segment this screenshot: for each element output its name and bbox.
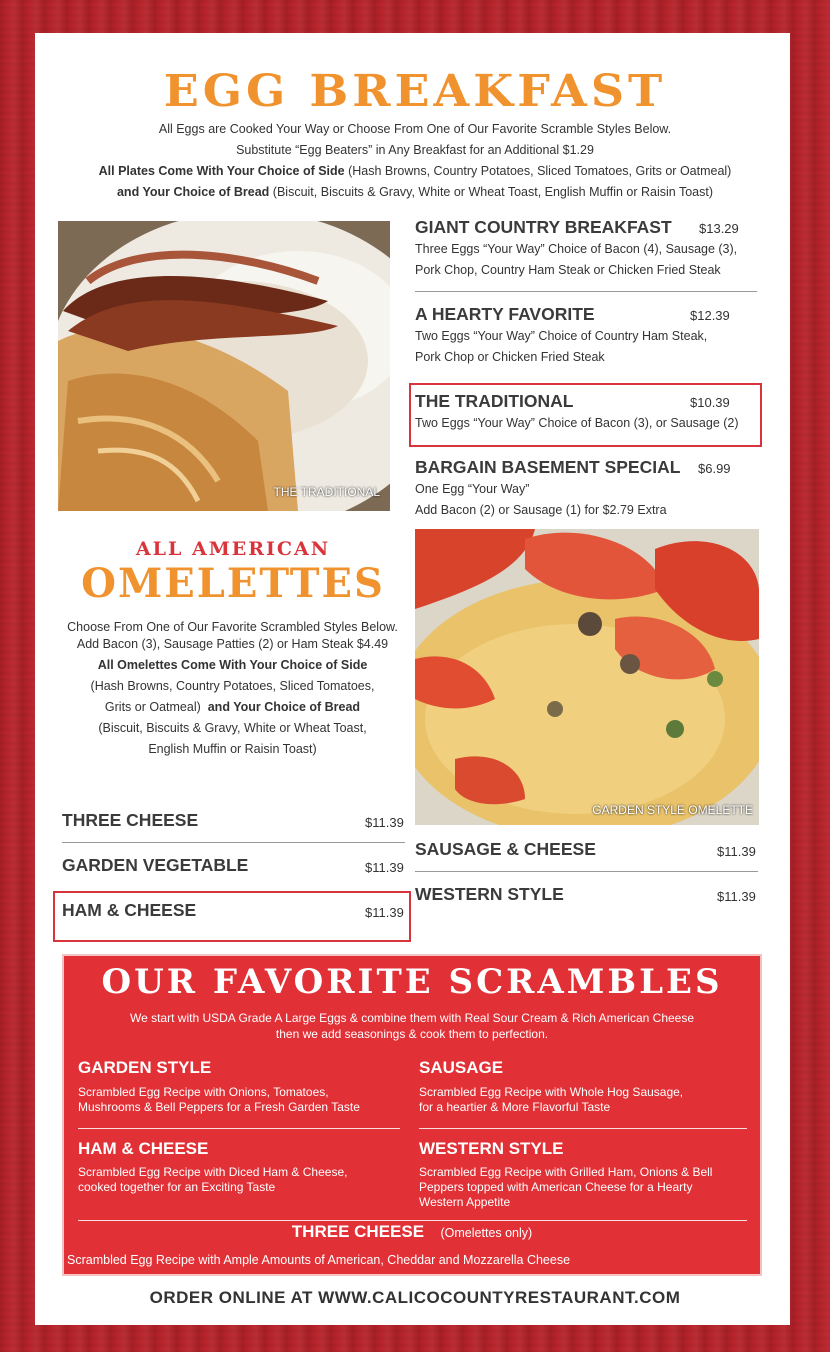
breakfast-item-name: GIANT COUNTRY BREAKFAST [415,217,672,237]
omelettes-line-3: All Omelettes Come With Your Choice of Side [97,658,368,672]
scramble-desc [78,1085,360,1115]
omelettes-line-1: Choose From One of Our Favorite Scrambled Styles Below. [67,620,398,634]
divider [419,1128,747,1129]
omelettes-subtitle: ALL AMERICAN [135,538,331,560]
omelette-item-name: HAM & CHEESE [62,900,197,920]
breakfast-item-price: $6.99 [698,461,731,476]
scramble-desc [419,1085,683,1115]
scramble-name: WESTERN STYLE [419,1139,564,1158]
order-online-link[interactable]: ORDER ONLINE AT WWW.CALICOCOUNTYRESTAURANT.COM [149,1288,681,1307]
traditional-photo [58,221,390,511]
scramble-desc-line: for a heartier & More Flavorful Taste [419,1100,611,1114]
three-cheese-note: (Omelettes only) [440,1226,533,1240]
omelettes-line-2: Add Bacon (3), Sausage Patties (2) or Ham Steak $4.49 [76,637,389,651]
scramble-desc [78,1165,347,1195]
scramble-desc-line: Scrambled Egg Recipe with Whole Hog Sausage, [419,1085,684,1099]
breakfast-item-desc: Three Eggs “Your Way” Choice of Bacon (4), Sausage (3), [415,242,738,256]
divider [78,1128,400,1129]
divider [415,291,757,292]
intro-side-rest: (Hash Browns, Country Potatoes, Sliced Tomatoes, Grits or Oatmeal) [344,164,732,178]
omelette-photo-image [415,529,759,825]
scramble-desc-line: Scrambled Egg Recipe with Onions, Tomatoes, [78,1085,329,1099]
scramble-desc [419,1165,712,1210]
scrambles-intro [64,1010,760,1042]
omelette-item-name: SAUSAGE & CHEESE [415,839,596,859]
breakfast-item-desc: One Egg “Your Way” [415,482,530,496]
omelette-item-price: $11.39 [365,815,404,830]
breakfast-item-name: BARGAIN BASEMENT SPECIAL [415,457,681,477]
breakfast-item-price: $12.39 [690,308,730,323]
intro-line-1: All Eggs are Cooked Your Way or Choose From One of Our Favorite Scramble Styles Below. [158,122,672,136]
divider [62,842,405,843]
intro-line-2: Substitute “Egg Beaters” in Any Breakfast for an Additional $1.29 [236,143,594,157]
divider [78,1220,747,1221]
breakfast-item-price: $10.39 [690,395,730,410]
traditional-photo-caption: THE TRADITIONAL [273,485,380,499]
omelettes-line-5 [40,697,425,718]
intro-bread-bold: and Your Choice of Bread [116,185,270,199]
omelette-item-price: $11.39 [365,905,404,920]
omelettes-side-end: Grits or Oatmeal) [104,700,201,714]
omelettes-bread-bold: and Your Choice of Bread [207,700,361,714]
breakfast-item-price: $13.29 [699,221,739,236]
omelette-item-name: GARDEN VEGETABLE [62,855,249,875]
scrambles-intro-line-2: then we add seasonings & cook them to perfection. [275,1027,549,1041]
intro-bread-rest: (Biscuit, Biscuits & Gravy, White or Wheat Toast, English Muffin or Raisin Toast) [269,185,714,199]
omelettes-line-7: English Muffin or Raisin Toast) [148,742,317,756]
breakfast-item-desc: Two Eggs “Your Way” Choice of Bacon (3), or Sausage (2) [415,416,739,430]
traditional-photo-image [58,221,390,511]
omelette-photo-caption: GARDEN STYLE OMELETTE [592,803,753,817]
scrambles-title: OUR FAVORITE SCRAMBLES [101,962,723,1002]
scrambles-panel [62,954,762,1276]
omelette-photo [415,529,759,825]
breakfast-item-desc: Add Bacon (2) or Sausage (1) for $2.79 Extra [415,503,667,517]
breakfast-item-name: A HEARTY FAVORITE [415,304,595,324]
omelette-item-price: $11.39 [717,889,756,904]
omelette-item-price: $11.39 [365,860,404,875]
breakfast-item-desc: Pork Chop, Country Ham Steak or Chicken Fried Steak [415,263,721,277]
intro-line-3 [60,161,770,182]
omelette-item-price: $11.39 [717,844,756,859]
divider [415,871,758,872]
scramble-name: GARDEN STYLE [78,1058,212,1077]
scramble-desc-line: Scrambled Egg Recipe with Diced Ham & Cheese, [78,1165,348,1179]
breakfast-item-desc: Pork Chop or Chicken Fried Steak [415,350,605,364]
three-cheese-name: THREE CHEESE [291,1222,425,1241]
omelette-item-name: THREE CHEESE [62,810,199,830]
scramble-name: SAUSAGE [419,1058,504,1077]
scramble-desc-line: Peppers topped with American Cheese for a Hearty [419,1180,693,1194]
scramble-desc-line: Scrambled Egg Recipe with Grilled Ham, Onions & Bell [419,1165,713,1179]
breakfast-item-desc: Two Eggs “Your Way” Choice of Country Ham Steak, [415,329,708,343]
omelettes-title: OMELETTES [81,560,385,607]
page-title: EGG BREAKFAST [163,65,667,117]
scramble-name: HAM & CHEESE [78,1139,209,1158]
scrambles-intro-line-1: We start with USDA Grade A Large Eggs & combine them with Real Sour Cream & Rich American Cheese [129,1011,695,1025]
intro-side-bold: All Plates Come With Your Choice of Side [98,164,345,178]
three-cheese-heading [64,1222,760,1242]
omelette-item-name: WESTERN STYLE [415,884,564,904]
intro-line-4 [60,182,770,203]
scramble-desc-line: cooked together for an Exciting Taste [78,1180,276,1194]
three-cheese-desc: Scrambled Egg Recipe with Ample Amounts of American, Cheddar and Mozzarella Cheese [67,1253,571,1267]
omelettes-line-4: (Hash Browns, Country Potatoes, Sliced Tomatoes, [90,679,375,693]
scramble-desc-line: Mushrooms & Bell Peppers for a Fresh Garden Taste [78,1100,360,1114]
breakfast-item-name: THE TRADITIONAL [415,391,574,411]
omelettes-line-6: (Biscuit, Biscuits & Gravy, White or Wheat Toast, [98,721,367,735]
scramble-desc-line: Western Appetite [419,1195,511,1209]
